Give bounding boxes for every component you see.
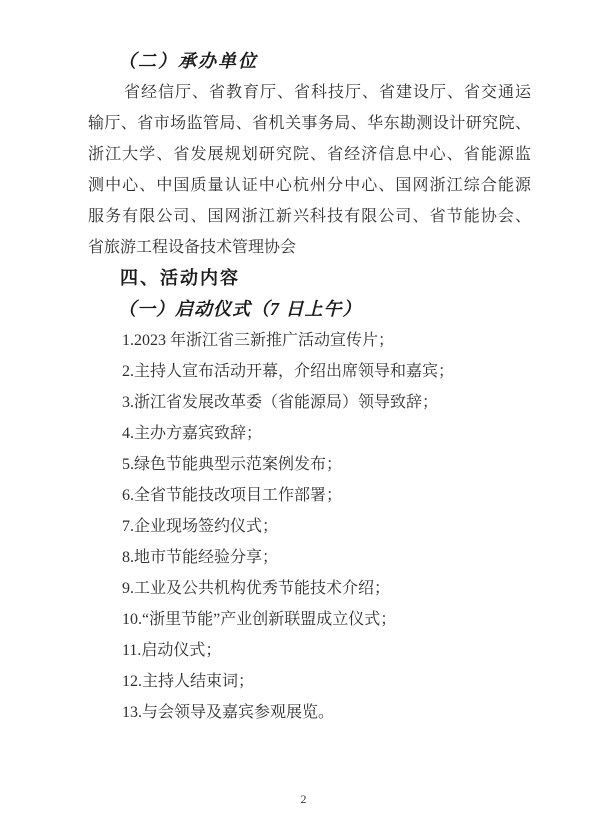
agenda-item: 9.工业及公共机构优秀节能技术介绍； xyxy=(122,580,391,597)
paragraph-line: 省旅游工程设备技术管理协会 xyxy=(88,239,297,256)
agenda-item: 7.企业现场签约仪式； xyxy=(122,518,279,535)
heading-launch-ceremony: （一）启动仪式（7 日上午） xyxy=(118,299,362,319)
agenda-item: 12.主持人结束词； xyxy=(122,673,255,690)
agenda-item: 5.绿色节能典型示范案例发布； xyxy=(122,456,343,473)
heading-activity-content: 四、活动内容 xyxy=(120,268,240,288)
agenda-item: 6.全省节能技改项目工作部署； xyxy=(122,487,343,504)
paragraph-line: 输厅、省市场监管局、省机关事务局、华东勘测设计研究院、 xyxy=(88,115,531,132)
organizer-units-paragraph xyxy=(88,77,531,263)
agenda-item: 13.与会领导及嘉宾参观展览。 xyxy=(122,704,335,721)
document-content xyxy=(88,46,531,728)
heading-organizer-units: （二）承办单位 xyxy=(118,51,258,71)
paragraph-line: 浙江大学、省发展规划研究院、省经济信息中心、省能源监 xyxy=(88,146,531,163)
paragraph-line: 服务有限公司、国网浙江新兴科技有限公司、省节能协会、 xyxy=(88,208,531,225)
agenda-item: 2.主持人宣布活动开幕，介绍出席领导和嘉宾； xyxy=(122,363,455,380)
agenda-item: 8.地市节能经验分享； xyxy=(122,549,279,566)
paragraph-line: 省经信厅、省教育厅、省科技厅、省建设厅、省交通运 xyxy=(124,84,531,101)
agenda-item: 3.浙江省发展改革委（省能源局）领导致辞； xyxy=(122,394,439,411)
agenda-item: 10.“浙里节能”产业创新联盟成立仪式； xyxy=(122,611,397,628)
agenda-item: 11.启动仪式； xyxy=(122,642,222,659)
agenda-item: 1.2023 年浙江省三新推广活动宣传片； xyxy=(122,332,395,349)
agenda-item: 4.主办方嘉宾致辞； xyxy=(122,425,263,442)
page-footer xyxy=(0,790,607,808)
paragraph-line: 测中心、中国质量认证中心杭州分中心、国网浙江综合能源 xyxy=(88,177,531,194)
agenda-list xyxy=(88,325,531,728)
page-number: 2 xyxy=(300,792,307,806)
